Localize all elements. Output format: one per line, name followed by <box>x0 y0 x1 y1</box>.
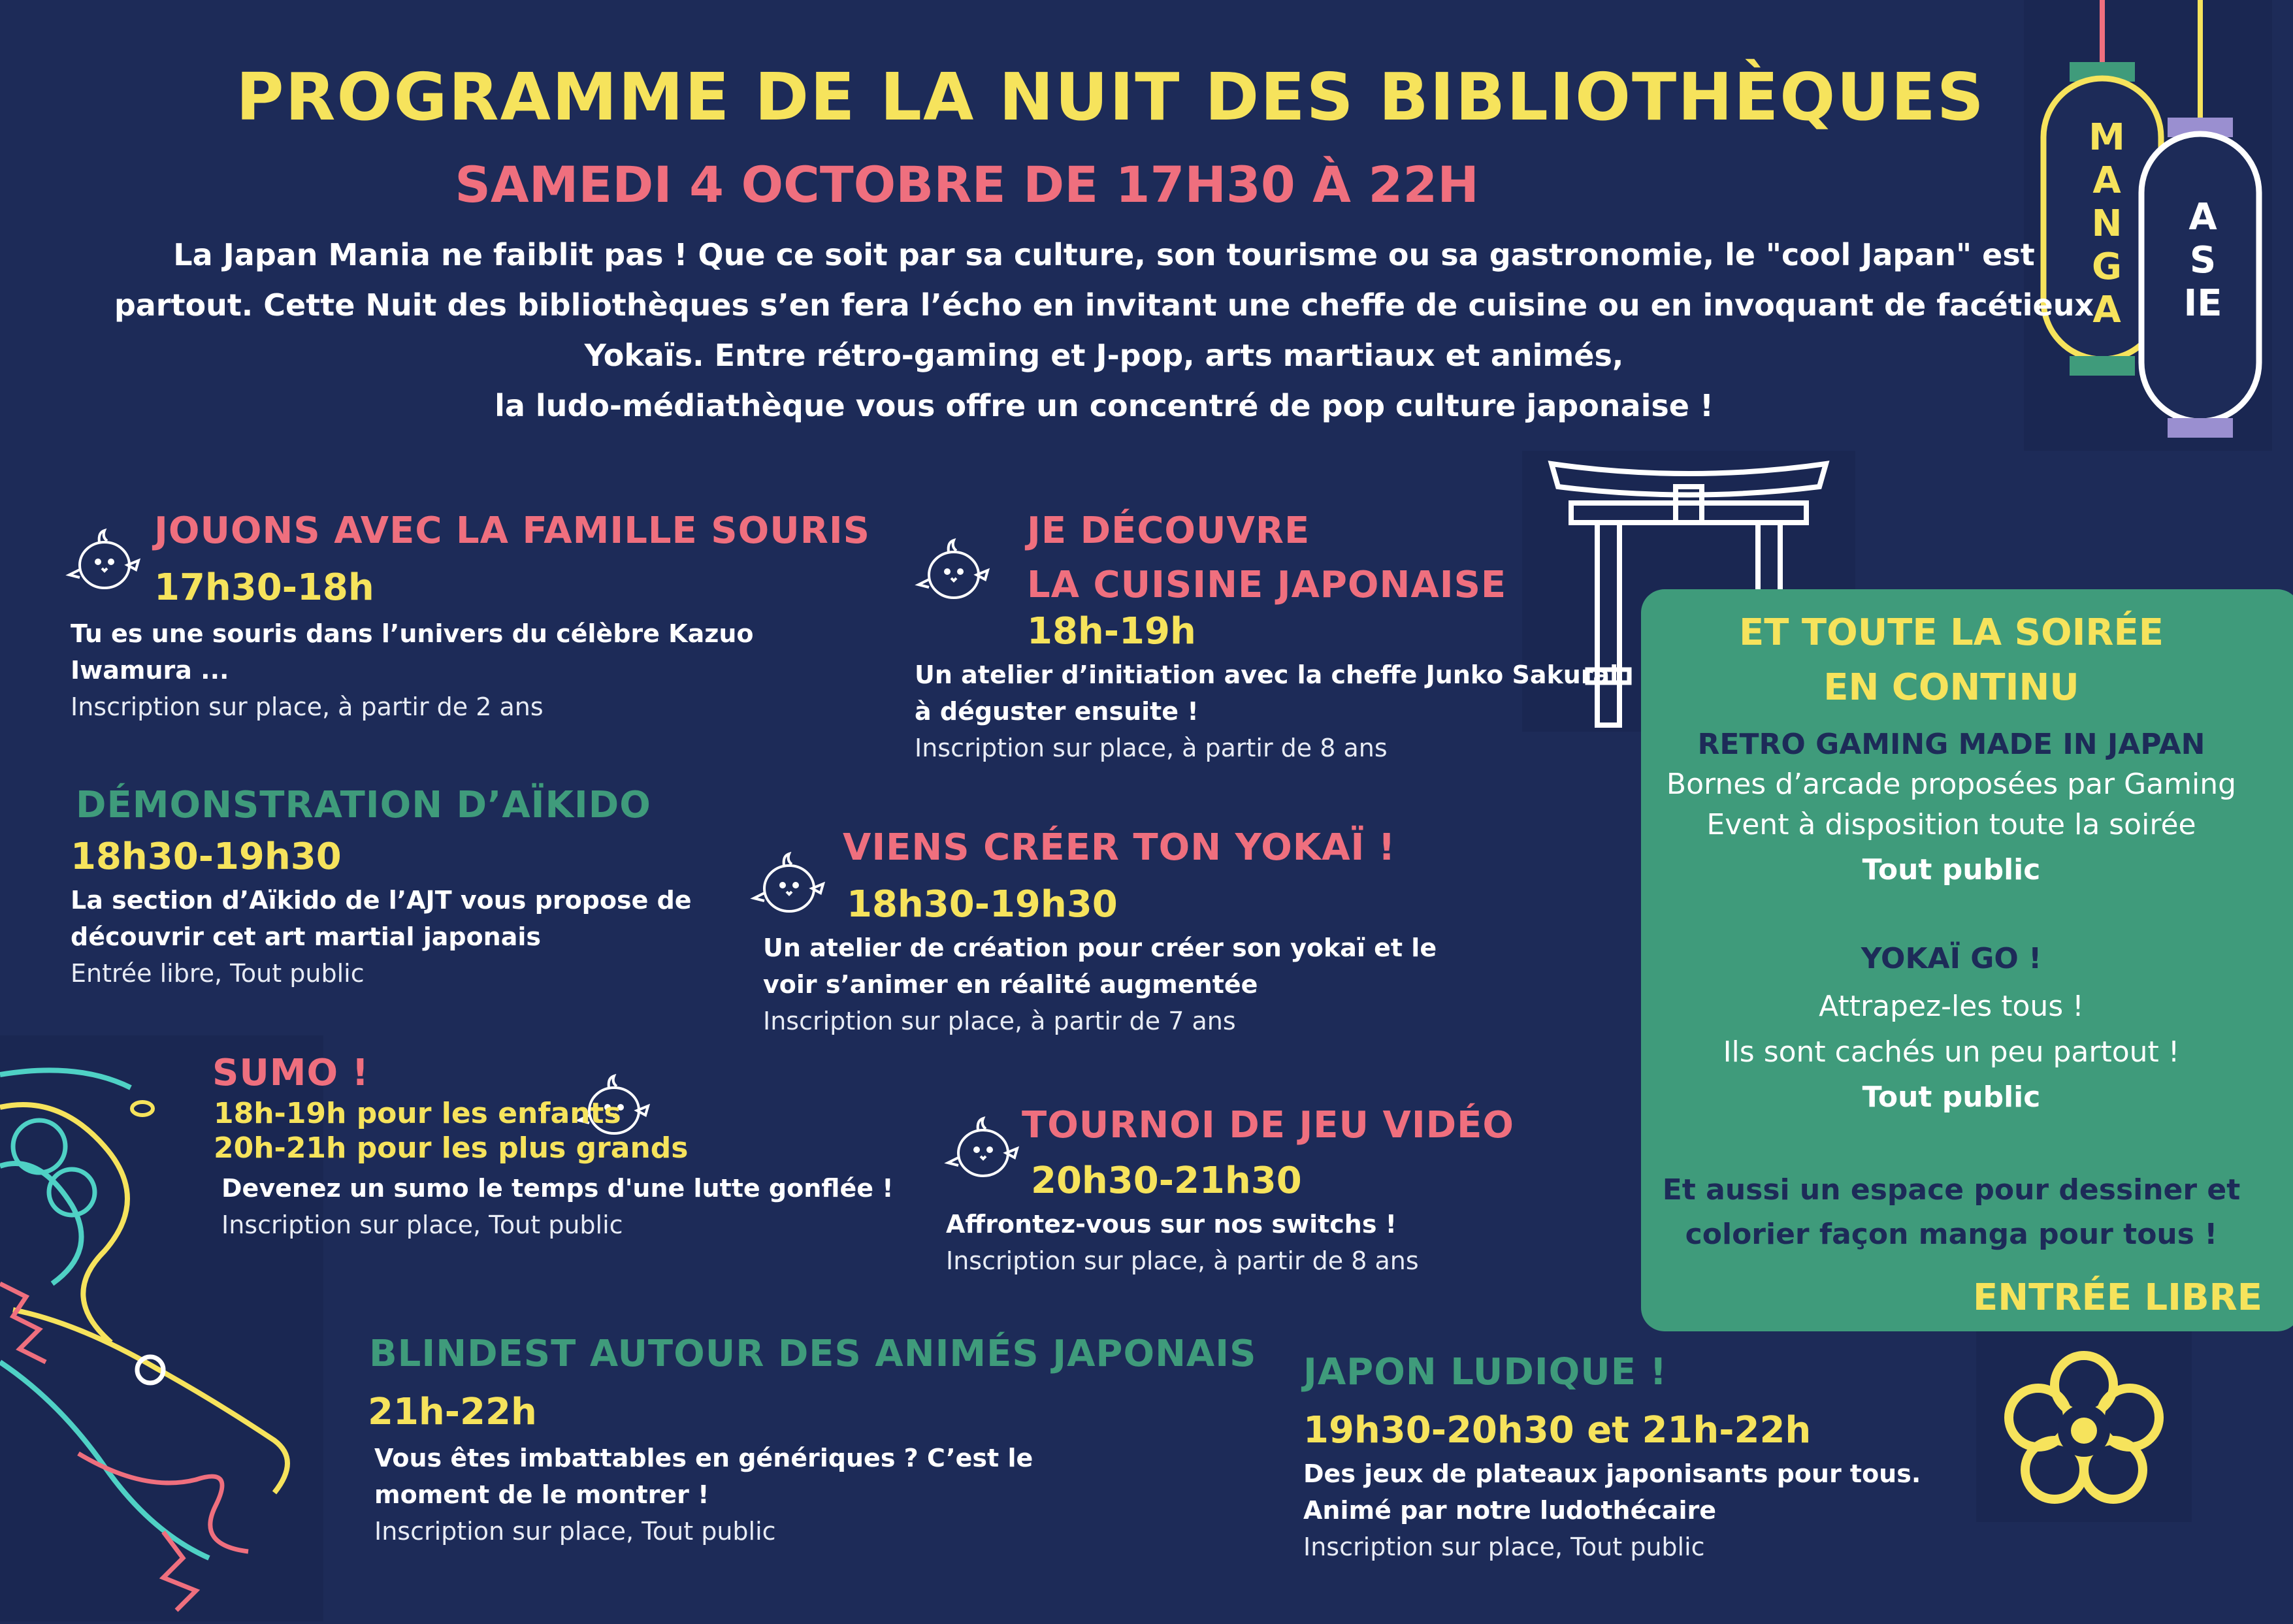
event-time: 18h-19h <box>1027 610 1196 653</box>
event-note: Inscription sur place, Tout public <box>221 1210 623 1239</box>
yokaigo-audience: Tout public <box>1862 1080 2041 1114</box>
event-sumo <box>212 1052 931 1243</box>
extra-text-line: colorier façon manga pour tous ! <box>1685 1218 2218 1251</box>
event-note: Inscription sur place, Tout public <box>1303 1533 1705 1561</box>
description-line: La section d’Aïkido de l’AJT vous propose de <box>71 886 692 915</box>
event-time: 17h30-18h <box>154 566 374 609</box>
retro-title: RETRO GAMING MADE IN JAPAN <box>1697 728 2205 761</box>
event-title: JE DÉCOUVRE <box>1027 510 1310 552</box>
event-description: Affrontez-vous sur nos switchs ! <box>946 1210 1397 1239</box>
event-tournoi <box>946 1104 1665 1279</box>
description-line: Animé par notre ludothécaire <box>1303 1496 1717 1525</box>
intro-line: la ludo-médiathèque vous offre un concentré de pop culture japonaise ! <box>495 388 1714 423</box>
event-note: Inscription sur place, à partir de 8 ans <box>946 1246 1419 1275</box>
description-line: Un atelier de création pour créer son yokaï et le <box>763 934 1437 962</box>
event-description <box>915 657 1633 730</box>
event-time: 18h30-19h30 <box>71 836 342 878</box>
retro-text <box>1621 764 2281 845</box>
event-description <box>71 882 789 955</box>
retro-text-line: Bornes d’arcade proposées par Gaming <box>1666 768 2237 801</box>
description-line: découvrir cet art martial japonais <box>71 922 542 951</box>
event-time: 21h-22h <box>368 1391 537 1433</box>
yokaigo-text <box>1621 984 2281 1075</box>
entry-badge: ENTRÉE LIBRE <box>1973 1276 2263 1319</box>
event-title: VIENS CRÉER TON YOKAÏ ! <box>843 826 1396 869</box>
description-line: moment de le montrer ! <box>374 1480 709 1509</box>
event-note: Inscription sur place, à partir de 2 ans <box>71 692 544 721</box>
lantern-label-asie: ASIE <box>2183 196 2222 325</box>
event-description: Devenez un sumo le temps d'une lutte gonflée ! <box>221 1174 894 1203</box>
event-date: SAMEDI 4 OCTOBRE DE 17H30 À 22H <box>455 155 1479 214</box>
event-description <box>374 1440 1218 1513</box>
event-note: Entrée libre, Tout public <box>71 959 365 988</box>
event-title: SUMO ! <box>212 1052 370 1094</box>
yokaigo-text-line: Ils sont cachés un peu partout ! <box>1723 1035 2180 1069</box>
description-line: Des jeux de plateaux japonisants pour tous. <box>1303 1459 1921 1488</box>
event-note: Inscription sur place, à partir de 8 ans <box>915 734 1388 762</box>
event-note: Inscription sur place, à partir de 7 ans <box>763 1007 1236 1035</box>
description-line: Tu es une souris dans l’univers du célèbre Kazuo <box>71 619 754 648</box>
description-line: voir s’animer en réalité augmentée <box>763 970 1258 999</box>
description-line: à déguster ensuite ! <box>915 697 1199 726</box>
event-time: 20h30-21h30 <box>1031 1160 1302 1202</box>
description-line: Iwamura ... <box>71 656 229 685</box>
event-aikido <box>71 784 789 992</box>
yokaigo-title: YOKAÏ GO ! <box>1861 942 2042 975</box>
event-time: 19h30-20h30 et 21h-22h <box>1303 1409 1812 1452</box>
description-line: Vous êtes imbattables en génériques ? C’est le <box>374 1444 1033 1472</box>
event-title: DÉMONSTRATION D’AÏKIDO <box>76 784 651 826</box>
intro-line: partout. Cette Nuit des bibliothèques s’en fera l’écho en invitant une cheffe de cuisine ou en invoquant de facétieux <box>114 287 2094 323</box>
event-title: JOUONS AVEC LA FAMILLE SOURIS <box>154 510 871 552</box>
retro-audience: Tout public <box>1862 853 2041 886</box>
event-time: 20h-21h pour les plus grands <box>214 1131 689 1165</box>
event-note: Inscription sur place, Tout public <box>374 1517 776 1546</box>
event-yokai <box>763 826 1482 1039</box>
extra-text <box>1621 1168 2281 1257</box>
event-time: 18h30-19h30 <box>847 883 1118 926</box>
event-ludique <box>1303 1351 2022 1565</box>
panel-heading: ET TOUTE LA SOIRÉE <box>1738 611 2164 654</box>
event-description <box>763 930 1482 1003</box>
intro-text <box>75 230 2133 431</box>
intro-line: Yokaïs. Entre rétro-gaming et J-pop, arts martiaux et animés, <box>584 338 1624 373</box>
event-title: LA CUISINE JAPONAISE <box>1027 564 1507 606</box>
event-title: TOURNOI DE JEU VIDÉO <box>1022 1104 1515 1146</box>
panel-heading: EN CONTINU <box>1823 666 2079 709</box>
lantern-label-manga: MANGA <box>2089 116 2125 331</box>
event-blindtest <box>368 1333 1257 1550</box>
extra-text-line: Et aussi un espace pour dessiner et <box>1662 1173 2241 1207</box>
event-cuisine <box>915 510 1633 766</box>
event-description <box>1303 1455 2022 1529</box>
page-title: PROGRAMME DE LA NUIT DES BIBLIOTHÈQUES <box>236 59 1985 135</box>
all-evening-panel <box>1641 589 2293 1331</box>
event-title: JAPON LUDIQUE ! <box>1303 1351 1668 1393</box>
event-description <box>71 615 920 689</box>
event-title: BLINDEST AUTOUR DES ANIMÉS JAPONAIS <box>369 1333 1257 1375</box>
yokaigo-text-line: Attrapez-les tous ! <box>1819 990 2084 1023</box>
description-line: Un atelier d’initiation avec la cheffe Junko Sakurai <box>915 660 1619 689</box>
event-time: 18h-19h pour les enfants <box>214 1097 621 1130</box>
retro-text-line: Event à disposition toute la soirée <box>1706 808 2196 841</box>
intro-line: La Japan Mania ne faiblit pas ! Que ce soit par sa culture, son tourisme ou sa gastronomie, le "cool Japan" est <box>173 237 2035 272</box>
event-souris <box>71 510 920 725</box>
